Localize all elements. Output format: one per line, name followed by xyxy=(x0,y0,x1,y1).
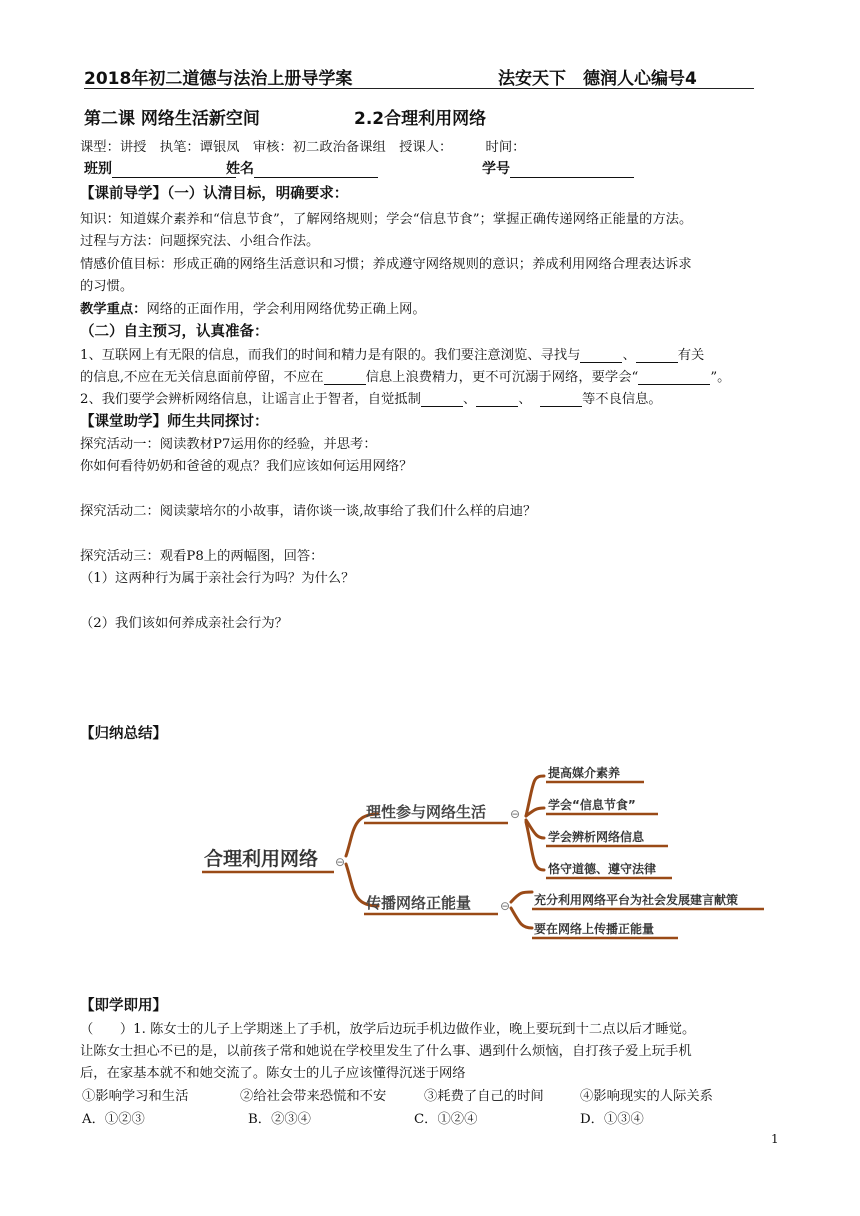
class-label: 班别 xyxy=(84,161,112,177)
option-2: ②给社会带来恐慌和不安 xyxy=(240,1089,387,1104)
activity-3-q2: （2）我们该如何养成亲社会行为？ xyxy=(80,616,288,631)
option-1: ①影响学习和生活 xyxy=(82,1089,189,1104)
q1-text-f: ”。 xyxy=(710,370,731,385)
answer-b[interactable]: B．②③④ xyxy=(248,1112,311,1127)
q1-text-b: 、 xyxy=(622,348,636,363)
emotion-line-2: 的习惯。 xyxy=(80,279,134,294)
id-blank[interactable] xyxy=(510,162,634,178)
mindmap-branch-1: 理性参与网络生活 xyxy=(366,803,487,821)
header-right: 法安天下 德润人心编号4 xyxy=(498,69,697,89)
id-label: 学号 xyxy=(482,161,510,177)
practice-heading: 【即学即用】 xyxy=(80,998,167,1014)
name-blank[interactable] xyxy=(254,162,378,178)
activity-3-q1: （1）这两种行为属于亲社会行为吗？为什么？ xyxy=(80,571,355,586)
preview-q1-line1 xyxy=(80,344,704,363)
activity-1-question: 你如何看待奶奶和爸爸的观点？我们应该如何运用网络？ xyxy=(80,459,413,474)
practice-q1-line2: 让陈女士担心不已的是，以前孩子常和她说在学校里发生了什么事、遇到什么烦恼，自打孩子爱上玩手机 xyxy=(80,1044,692,1059)
practice-q1-line3: 后，在家基本就不和她交流了。陈女士的儿子应该懂得沉迷于网络 xyxy=(80,1066,466,1081)
lesson-title xyxy=(84,104,487,129)
q1-blank-3[interactable] xyxy=(324,371,366,385)
id-field xyxy=(482,158,634,178)
q1-text-a: 1、互联网上有无限的信息，而我们的时间和精力是有限的。我们要注意浏览、寻找与 xyxy=(80,348,581,363)
q1-text-e: 信息上浪费精力，更不可沉溺于网络，要学会“ xyxy=(365,370,639,385)
name-field xyxy=(226,158,378,178)
page-number: 1 xyxy=(771,1132,779,1146)
option-3: ③耗费了自己的时间 xyxy=(424,1089,544,1104)
mindmap-item-1-3: 学会辨析网络信息 xyxy=(548,830,645,844)
q2-text-c: 、 xyxy=(518,392,532,407)
key-point-line xyxy=(80,298,426,317)
mindmap-item-1-4: 恪守道德、遵守法律 xyxy=(548,862,657,876)
pre-heading-bracket: 【课前导学】 xyxy=(80,186,167,202)
section-name: 2.2合理利用网络 xyxy=(354,109,487,129)
key-point-text: 网络的正面作用，学会利用网络优势正确上网。 xyxy=(146,302,426,317)
practice-q1-line1: （ ）1. 陈女士的儿子上学期迷上了手机，放学后边玩手机边做作业，晚上要玩到十二点以后才睡觉。 xyxy=(80,1022,696,1037)
q2-blank-3[interactable] xyxy=(540,393,582,407)
mindmap-root: 合理利用网络 xyxy=(204,848,319,870)
knowledge-line: 知识：知道媒介素养和“信息节食”，了解网络规则；学会“信息节食”；掌握正确传递网络正能量的方法。 xyxy=(80,212,693,227)
answer-d[interactable]: D．①③④ xyxy=(580,1112,644,1127)
meta-line: 课型：讲授 执笔：谭银凤 审核：初二政治备课组 授课人： 时间： xyxy=(80,140,526,155)
mindmap-item-2-1: 充分利用网络平台为社会发展建言献策 xyxy=(534,893,739,907)
key-point-label: 教学重点： xyxy=(80,302,147,317)
collapse-icon[interactable]: ⊖ xyxy=(510,807,521,821)
answer-a[interactable]: A．①②③ xyxy=(82,1112,145,1127)
class-heading-text: 师生共同探讨： xyxy=(167,414,269,430)
preview-heading: （二）自主预习，认真准备： xyxy=(80,324,269,340)
answer-c[interactable]: C．①②④ xyxy=(414,1112,478,1127)
activity-3: 探究活动三：观看P8上的两幅图，回答： xyxy=(80,549,324,564)
option-4: ④影响现实的人际关系 xyxy=(580,1089,713,1104)
preview-q2 xyxy=(80,388,662,407)
q1-blank-1[interactable] xyxy=(580,349,622,363)
q1-text-d: 的信息,不应在无关信息面前停留，不应在 xyxy=(80,370,324,385)
collapse-icon[interactable]: ⊖ xyxy=(500,899,511,913)
class-heading-bracket: 【课堂助学】 xyxy=(80,414,167,430)
mind-map xyxy=(196,752,776,952)
emotion-line-1: 情感价值目标：形成正确的网络生活意识和习惯；养成遵守网络规则的意识；养成利用网络合理表达诉求 xyxy=(80,257,692,272)
header-left: 2018年初二道德与法治上册导学案 xyxy=(84,69,353,89)
q2-text-a: 2、我们要学会辨析网络信息，让谣言止于智者，自觉抵制 xyxy=(80,392,421,407)
class-field xyxy=(84,158,236,178)
q1-blank-4[interactable] xyxy=(638,371,710,385)
q2-blank-1[interactable] xyxy=(421,393,463,407)
mindmap-item-2-2: 要在网络上传播正能量 xyxy=(534,922,655,936)
q1-text-c: 有关 xyxy=(677,348,705,363)
mindmap-item-1-1: 提高媒介素养 xyxy=(548,766,621,780)
name-label: 姓名 xyxy=(226,161,254,177)
summary-heading: 【归纳总结】 xyxy=(80,726,167,742)
collapse-icon[interactable]: ⊖ xyxy=(335,855,346,869)
process-line: 过程与方法：问题探究法、小组合作法。 xyxy=(80,234,320,249)
activity-1-prompt: 探究活动一：阅读教材P7运用你的经验，并思考： xyxy=(80,437,377,452)
q2-text-d: 等不良信息。 xyxy=(581,392,662,407)
class-blank[interactable] xyxy=(112,162,236,178)
mindmap-branch-2: 传播网络正能量 xyxy=(366,894,472,912)
class-heading xyxy=(80,410,269,431)
activity-2: 探究活动二：阅读蒙培尔的小故事，请你谈一谈,故事给了我们什么样的启迪？ xyxy=(80,504,537,519)
q2-text-b: 、 xyxy=(462,392,477,407)
q1-blank-2[interactable] xyxy=(636,349,678,363)
q2-blank-2[interactable] xyxy=(476,393,518,407)
preview-q1-line2 xyxy=(80,366,730,385)
mindmap-item-1-2: 学会“信息节食” xyxy=(548,798,636,812)
pre-heading-part1: （一）认清目标，明确要求： xyxy=(167,186,349,202)
pre-heading xyxy=(80,182,348,203)
page-header xyxy=(84,62,754,89)
lesson-name: 第二课 网络生活新空间 xyxy=(84,109,260,129)
